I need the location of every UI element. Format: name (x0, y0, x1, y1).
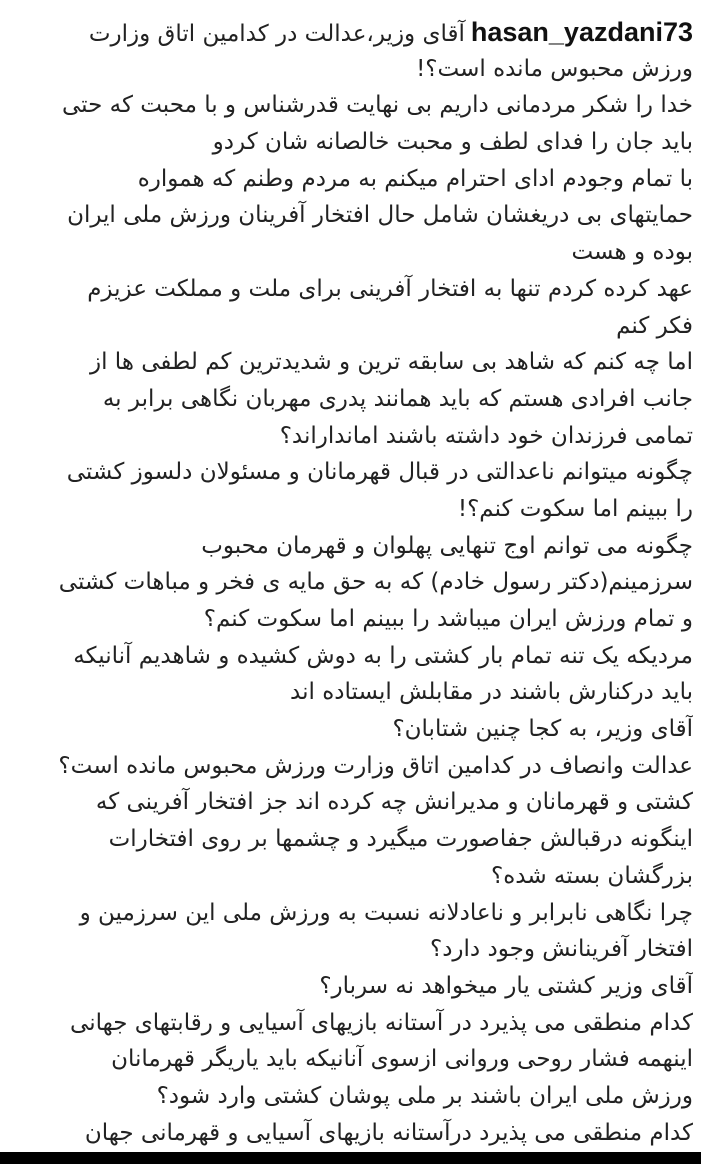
caption-line: کشتی و قهرمانان و مدیرانش چه کرده اند جز افتخار آفرینی که (95, 789, 693, 816)
caption-line: افتخار آفرینانش وجود دارد؟ (429, 936, 693, 963)
caption-line (4, 14, 693, 51)
caption-line: را ببینم اما سکوت کنم؟! (457, 495, 693, 522)
caption-line: فکر کنم (616, 312, 693, 339)
caption-line: حمایتهای بی دریغشان شامل حال افتخار آفرینان ورزش ملی ایران (67, 202, 693, 229)
caption-line: ورزش محبوس مانده است؟! (416, 55, 693, 82)
caption-line: عدالت وانصاف در کدامین اتاق وزارت ورزش محبوس مانده است؟ (58, 752, 693, 779)
bottom-bar (0, 1152, 701, 1164)
caption-line: خدا را شکر مردمانی داریم بی نهایت قدرشناس و با محبت که حتی (61, 92, 693, 119)
caption-line: مردیکه یک تنه تمام بار کشتی را به دوش کشیده و شاهدیم آنانیکه (73, 642, 693, 669)
caption-line: کدام منطقی می پذیرد درآستانه بازیهای آسیایی و قهرمانی جهان (84, 1119, 693, 1146)
caption-text: آقای وزیر،عدالت در کدامین اتاق وزارت (88, 21, 465, 47)
caption-line: باید جان را فدای لطف و محبت خالصانه شان کردو (212, 129, 693, 156)
caption-line: چگونه می توانم اوج تنهایی پهلوان و قهرمان محبوب (201, 532, 693, 559)
caption-line: چرا نگاهی نابرابر و ناعادلانه نسبت به ورزش ملی این سرزمین و (79, 899, 693, 926)
caption-line: اینهمه فشار روحی وروانی ازسوی آنانیکه باید یاریگر قهرمانان (111, 1046, 693, 1073)
caption-line: ورزش ملی ایران باشند بر ملی پوشان کشتی وارد شود؟ (156, 1082, 693, 1109)
caption-line: بوده و هست (571, 239, 693, 266)
caption-line: کدام منطقی می پذیرد در آستانه بازیهای آسیایی و رقابتهای جهانی (70, 1009, 693, 1036)
post-caption (4, 14, 693, 1151)
caption-line: سرزمینم(دکتر رسول خادم) که به حق مایه ی فخر و مباهات کشتی (58, 569, 693, 596)
username-link[interactable]: hasan_yazdani73 (470, 17, 693, 47)
caption-line: اما چه کنم که شاهد بی سابقه ترین و شدیدترین کم لطفی ها از (90, 349, 693, 376)
caption-line: آقای وزیر کشتی یار میخواهد نه سربار؟ (319, 972, 693, 999)
caption-line: آقای وزیر، به کجا چنین شتابان؟ (392, 716, 693, 743)
caption-line: باید درکنارش باشند در مقابلش ایستاده اند (290, 679, 693, 706)
caption-line: چگونه میتوانم ناعدالتی در قبال قهرمانان و مسئولان دلسوز کشتی (66, 459, 693, 486)
caption-line: تمامی فرزندان خود داشته باشند امانداراند؟ (279, 422, 693, 449)
caption-line: جانب افرادی هستم که باید همانند پدری مهربان نگاهی برابر به (102, 385, 693, 412)
caption-line: اینگونه درقبالش جفاصورت میگیرد و چشمها بر روی افتخارات (108, 826, 693, 853)
caption-line: بزرگشان بسته شده؟ (491, 862, 693, 889)
caption-line: با تمام وجودم ادای احترام میکنم به مردم وطنم که همواره (137, 165, 693, 192)
caption-line: عهد کرده کردم تنها به افتخار آفرینی برای ملت و مملکت عزیزم (87, 275, 693, 302)
caption-line: و تمام ورزش ایران میباشد را ببینم اما سکوت کنم؟ (203, 606, 693, 632)
